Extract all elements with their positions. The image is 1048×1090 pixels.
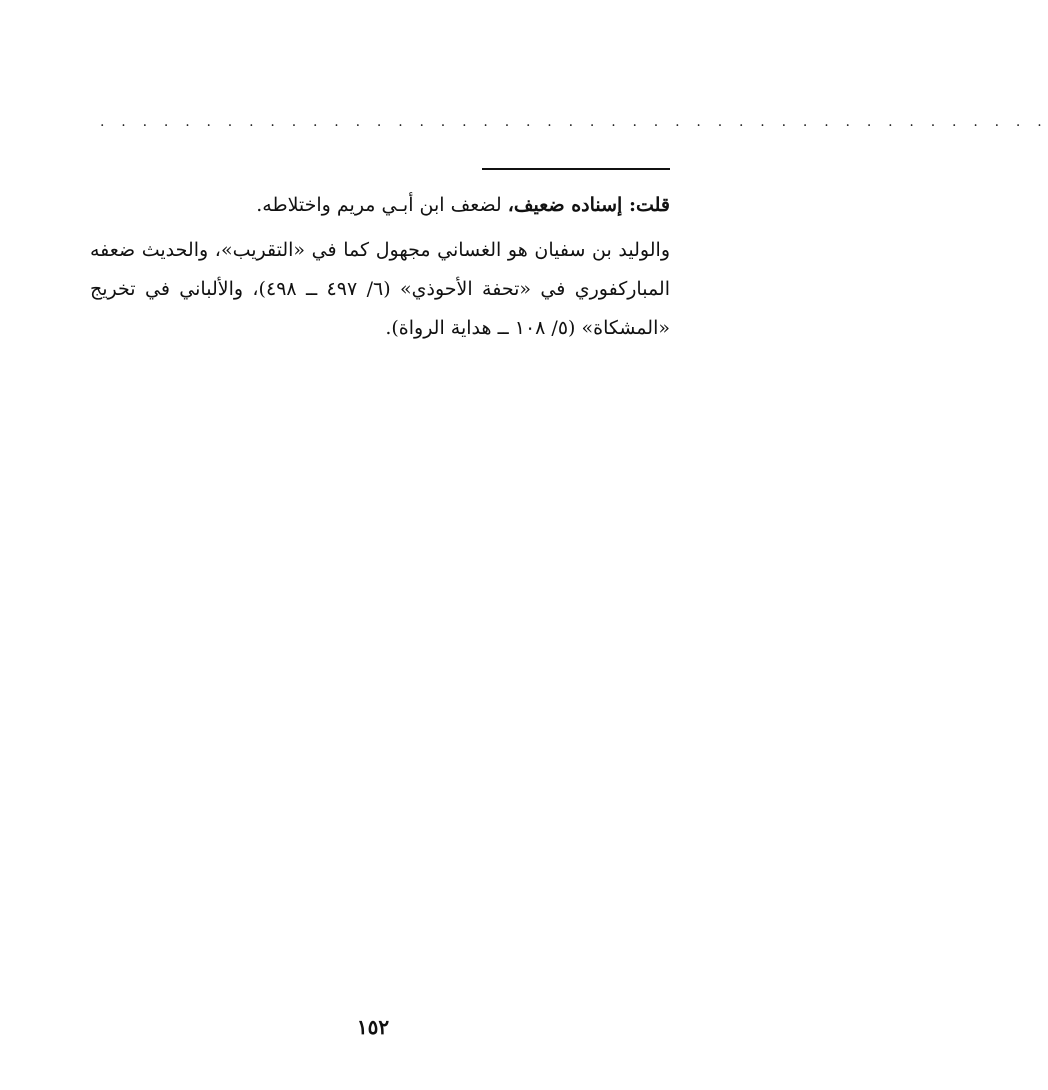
footnote-paragraph-1 xyxy=(90,186,670,225)
dotted-separator: . . . . . . . . . . . . . . . . . . . . . . . . . . . . . . . . . . . . . . . . . . . . . xyxy=(100,114,1048,130)
footnote-paragraph-2: والوليد بن سفيان هو الغساني مجهول كما في «التقريب»، والحديث ضعفه المباركفوري في «تحفة الأحوذي» (٦/ ٤٩٧ ــ ٤٩٨)، والألباني في تخريج «المشكاة» (٥/ ١٠٨ ــ هداية الرواة). xyxy=(90,239,671,339)
footnote-rule xyxy=(482,168,670,170)
footnote-lead: قلت: إسناده ضعيف، xyxy=(507,194,670,216)
footnote-paragraph-1-text: لضعف ابن أبـي مريم واختلاطه. xyxy=(256,194,508,216)
footnote-block xyxy=(90,186,670,348)
page-number: ١٥٢ xyxy=(356,1015,390,1039)
